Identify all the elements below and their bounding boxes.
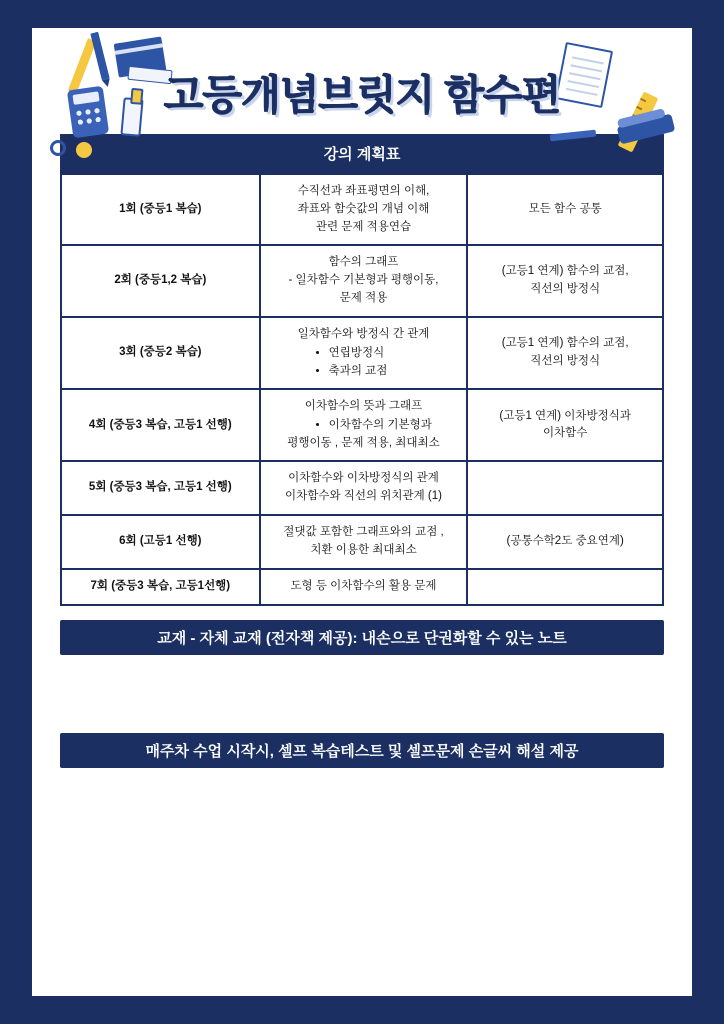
- content-cell: [260, 389, 468, 461]
- list-item: • 연립방정식: [329, 344, 461, 362]
- link-cell: [467, 461, 663, 515]
- table-row: [61, 317, 663, 390]
- content-cell: [260, 569, 468, 605]
- content-line: 이차함수와 직선의 위치관계 (1): [285, 490, 442, 503]
- page-title: 고등개념브릿지 함수편: [163, 72, 561, 118]
- link-line: (공통수학2도 중요연계): [506, 535, 624, 548]
- list-item: • 이차함수의 기본형과: [329, 416, 461, 434]
- link-cell: [467, 245, 663, 316]
- link-line: (고등1 연계) 이차방정식과: [499, 409, 631, 422]
- paperclip-icon: [50, 140, 102, 158]
- session-cell: 3회 (중등2 복습): [61, 317, 260, 390]
- weekly-notice: 매주차 수업 시작시, 셀프 복습테스트 및 셀프문제 손글씨 해설 제공: [60, 733, 664, 768]
- session-cell: 6회 (고등1 선행): [61, 515, 260, 569]
- session-cell: 2회 (중등1,2 복습): [61, 245, 260, 316]
- paperclip-dot-icon: [76, 142, 92, 158]
- content-line: 절댓값 포함한 그래프와의 교점 ,: [283, 526, 444, 539]
- table-caption: 강의 계획표: [60, 134, 664, 173]
- link-cell: [467, 569, 663, 605]
- content-line: 치환 이용한 최대최소: [310, 543, 417, 556]
- content-line: 함수의 그래프: [328, 256, 399, 269]
- table-row: [61, 515, 663, 569]
- content-line: 관련 문제 적용연습: [315, 220, 412, 233]
- content-bullet-list: [267, 344, 461, 381]
- link-line: 직선의 방정식: [530, 283, 601, 296]
- session-cell: 4회 (중등3 복습, 고등1 선행): [61, 389, 260, 461]
- link-line: (고등1 연계) 함수의 교점,: [501, 265, 629, 278]
- content-cell: [260, 174, 468, 245]
- table-row: [61, 569, 663, 605]
- poster-content: [32, 134, 692, 768]
- content-line: 좌표와 함숫값의 개념 이해: [297, 202, 430, 215]
- table-row: [61, 245, 663, 316]
- session-cell: 1회 (중등1 복습): [61, 174, 260, 245]
- lecture-plan-table: [60, 173, 664, 606]
- link-cell: [467, 317, 663, 390]
- content-line: 일차함수와 방정식 간 관계: [297, 327, 430, 340]
- link-line: 직선의 방정식: [530, 355, 601, 368]
- content-line: 도형 등 이차함수의 활용 문제: [290, 579, 437, 592]
- content-cell: [260, 461, 468, 515]
- table-row: [61, 174, 663, 245]
- content-cell: [260, 245, 468, 316]
- content-line: 수직선과 좌표평면의 이해,: [297, 185, 430, 197]
- poster-sheet: [32, 28, 692, 996]
- content-line: - 일차함수 기본형과 평행이동,: [288, 274, 439, 287]
- content-line: 이차함수와 이차방정식의 관계: [288, 472, 439, 485]
- content-bullet-list: [267, 416, 461, 434]
- session-cell: 5회 (중등3 복습, 고등1 선행): [61, 461, 260, 515]
- link-line: (고등1 연계) 함수의 교점,: [501, 337, 629, 350]
- link-line: 모든 함수 공통: [528, 202, 602, 215]
- session-cell: 7회 (중등3 복습, 고등1선행): [61, 569, 260, 605]
- content-cell: [260, 317, 468, 390]
- link-cell: [467, 389, 663, 461]
- table-row: [61, 461, 663, 515]
- link-cell: [467, 515, 663, 569]
- content-line: 문제 적용: [339, 292, 388, 305]
- content-line: 평행이동 , 문제 적용, 최대최소: [287, 436, 440, 449]
- list-item: • 축과의 교점: [329, 362, 461, 380]
- content-line: 이차함수의 뜻과 그래프: [304, 400, 423, 413]
- poster-header: [32, 28, 692, 134]
- content-cell: [260, 515, 468, 569]
- textbook-notice: 교재 - 자체 교재 (전자책 제공): 내손으로 단권화할 수 있는 노트: [60, 620, 664, 655]
- link-cell: [467, 174, 663, 245]
- paperclip-ring-icon: [50, 140, 66, 156]
- link-line: 이차함수: [542, 427, 588, 440]
- table-row: [61, 389, 663, 461]
